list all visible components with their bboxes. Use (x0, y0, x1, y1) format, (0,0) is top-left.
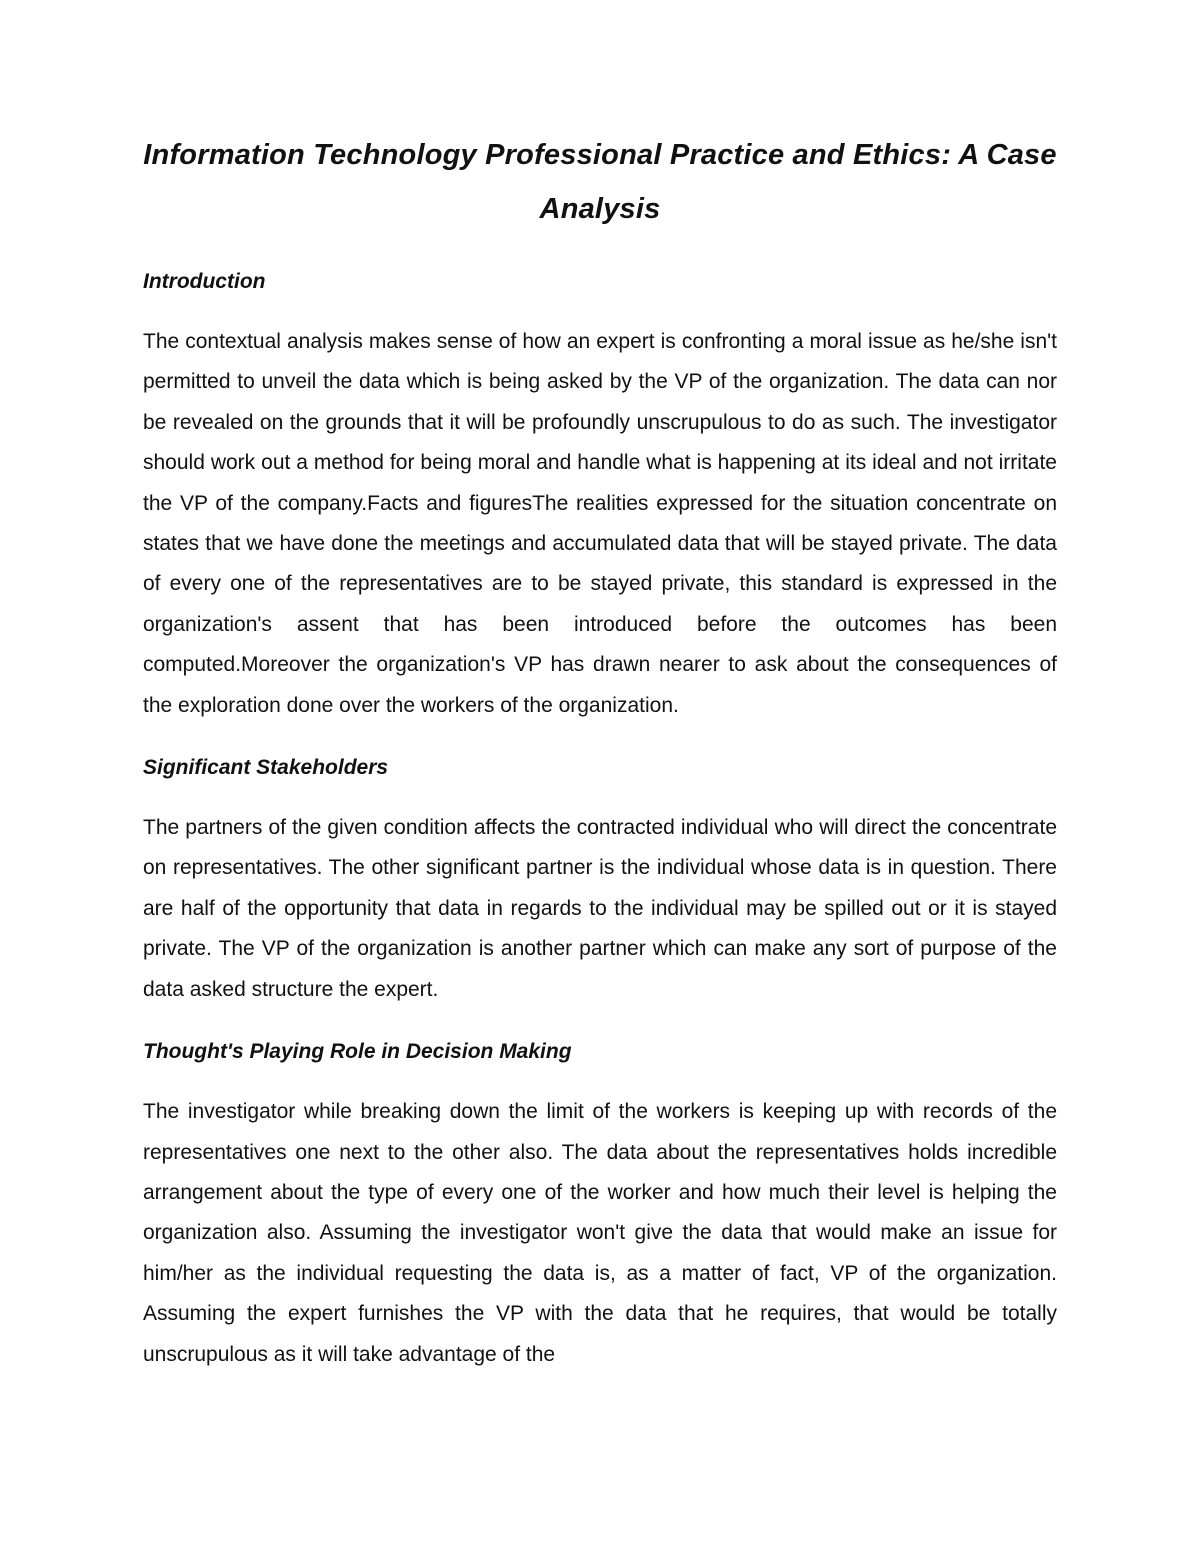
section-body: The investigator while breaking down the limit of the workers is keeping up with records of the representatives one next to the other also. The data about the representatives holds incredible arrangement about the type of every one of the worker and how much their level is helping the organization also. Assuming the investigator won't give the data that would make an issue for him/her as the individual requesting the data is, as a matter of fact, VP of the organization. Assuming the expert furnishes the VP with the data that he requires, that would be totally unscrupulous as it will take advantage of the (143, 1100, 1057, 1366)
section-heading: Thought's Playing Role in Decision Making (143, 1040, 572, 1064)
section-body: The contextual analysis makes sense of how an expert is confronting a moral issue as he/she isn't permitted to unveil the data which is being asked by the VP of the organization. The data can nor be revealed on the grounds that it will be profoundly unscrupulous to do as such. The investigator should work out a method for being moral and handle what is happening at its ideal and not irritate the VP of the company.Facts and figuresThe realities expressed for the situation concentrate on states that we have done the meetings and accumulated data that will be stayed private. The data of every one of the representatives are to be stayed private, this standard is expressed in the organization's assent that has been introduced before the outcomes has been computed.Moreover the organization's VP has drawn nearer to ask about the consequences of the exploration done over the workers of the organization. (143, 330, 1057, 717)
section-body: The partners of the given condition affects the contracted individual who will direct the concentrate on representatives. The other significant partner is the individual whose data is in question. There are half of the opportunity that data in regards to the individual may be spilled out or it is stayed private. The VP of the organization is another partner which can make any sort of purpose of the data asked structure the expert. (143, 816, 1057, 1001)
section-heading: Introduction (143, 270, 266, 293)
section-significant-stakeholders (143, 748, 1057, 1010)
section-introduction (143, 262, 1057, 726)
section-heading: Significant Stakeholders (143, 756, 389, 780)
document-title: Information Technology Professional Practice and Ethics: A Case Analysis (143, 139, 1057, 225)
document-page (143, 128, 1057, 1375)
section-thoughts-playing-role (143, 1032, 1057, 1375)
